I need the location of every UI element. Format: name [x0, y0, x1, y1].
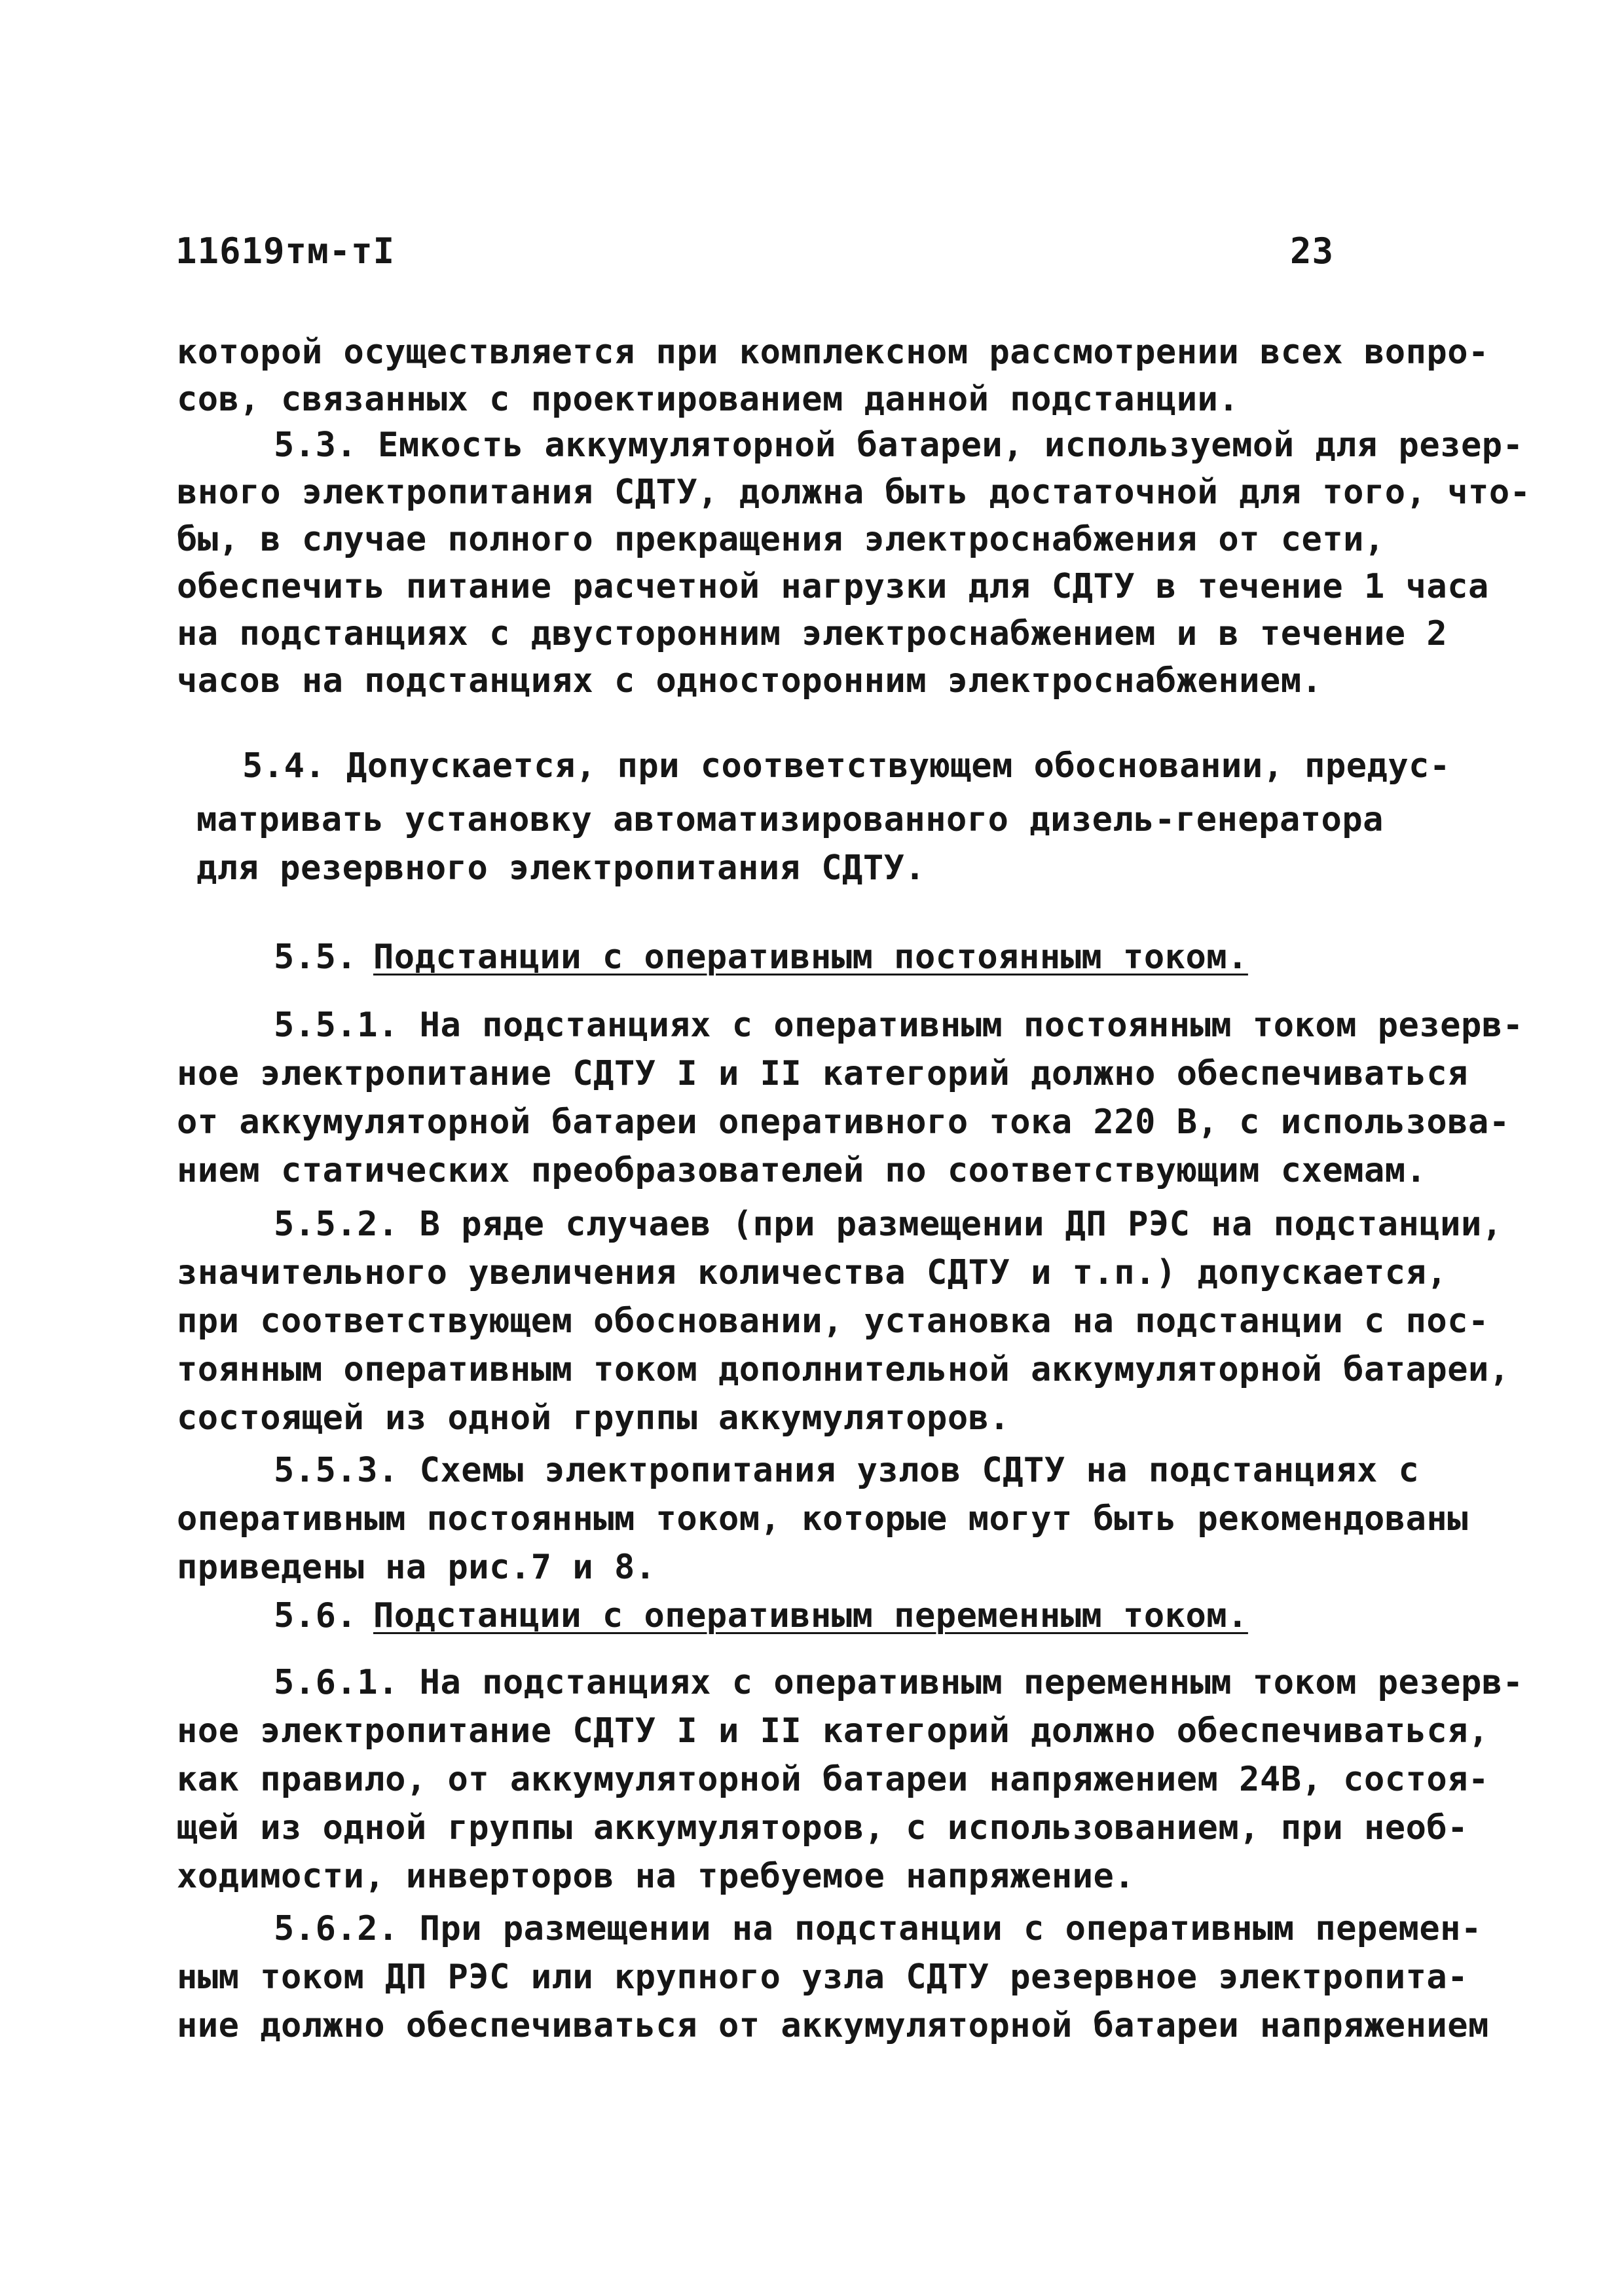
section-number: 5.5.	[274, 938, 358, 977]
page-number: 23	[1290, 230, 1335, 272]
text-line: 5.4. Допускается, при соответствующем обосновании, предус-	[242, 746, 1450, 786]
text-line: 5.5.3. Схемы электропитания узлов СДТУ на подстанциях с	[274, 1451, 1420, 1490]
text-line: оперативным постоянным током, которые могут быть рекомендованы	[177, 1499, 1469, 1539]
text-line: ное электропитание СДТУ I и II категорий должно обеспечиваться,	[177, 1711, 1489, 1751]
text-line: ное электропитание СДТУ I и II категорий должно обеспечиваться	[177, 1054, 1469, 1093]
text-line: при соответствующем обосновании, установка на подстанции с пос-	[177, 1302, 1489, 1341]
section-heading: Подстанции с оперативным постоянным током.	[373, 938, 1248, 977]
section-heading: Подстанции с оперативным переменным током.	[373, 1596, 1248, 1635]
text-line: 5.6.2. При размещении на подстанции с оперативным перемен-	[274, 1909, 1482, 1948]
text-line: щей из одной группы аккумуляторов, с использованием, при необ-	[177, 1808, 1469, 1848]
text-line: 5.3. Емкость аккумуляторной батареи, используемой для резер-	[274, 426, 1524, 465]
text-line: которой осуществляется при комплексном рассмотрении всех вопро-	[177, 333, 1489, 372]
text-line: ным током ДП РЭС или крупного узла СДТУ резервное электропита-	[177, 1958, 1469, 1997]
text-line: на подстанциях с двусторонним электроснабжением и в течение 2	[177, 614, 1448, 653]
text-line: обеспечить питание расчетной нагрузки для СДТУ в течение 1 часа	[177, 567, 1489, 606]
text-line: бы, в случае полного прекращения электроснабжения от сети,	[177, 520, 1385, 559]
text-line: часов на подстанциях с односторонним электроснабжением.	[177, 661, 1323, 701]
text-line: как правило, от аккумуляторной батареи напряжением 24В, состоя-	[177, 1760, 1489, 1799]
doc-code: 11619тм-тI	[175, 230, 396, 272]
text-line: вного электропитания СДТУ, должна быть достаточной для того, что-	[177, 473, 1531, 512]
text-line: тоянным оперативным током дополнительной аккумуляторной батареи,	[177, 1350, 1510, 1389]
text-line: состоящей из одной группы аккумуляторов.	[177, 1398, 1010, 1438]
text-line: матривать установку автоматизированного дизель-генератора	[196, 800, 1384, 839]
text-line: ходимости, инверторов на требуемое напряжение.	[177, 1857, 1135, 1896]
text-line: нием статических преобразователей по соответствующим схемам.	[177, 1151, 1427, 1190]
text-line: от аккумуляторной батареи оперативного тока 220 В, с использова-	[177, 1102, 1510, 1142]
text-line: 5.6.1. На подстанциях с оперативным переменным током резерв-	[274, 1663, 1524, 1702]
text-line: значительного увеличения количества СДТУ и т.п.) допускается,	[177, 1253, 1448, 1292]
text-line: для резервного электропитания СДТУ.	[196, 848, 926, 888]
text-line: 5.5.1. На подстанциях с оперативным постоянным током резерв-	[274, 1006, 1524, 1045]
text-line: 5.5.2. В ряде случаев (при размещении ДП РЭС на подстанции,	[274, 1205, 1503, 1244]
text-line: сов, связанных с проектированием данной подстанции.	[177, 380, 1240, 419]
text-line: приведены на рис.7 и 8.	[177, 1548, 656, 1587]
section-number: 5.6.	[274, 1596, 358, 1635]
text-line: ние должно обеспечиваться от аккумуляторной батареи напряжением	[177, 2006, 1489, 2045]
